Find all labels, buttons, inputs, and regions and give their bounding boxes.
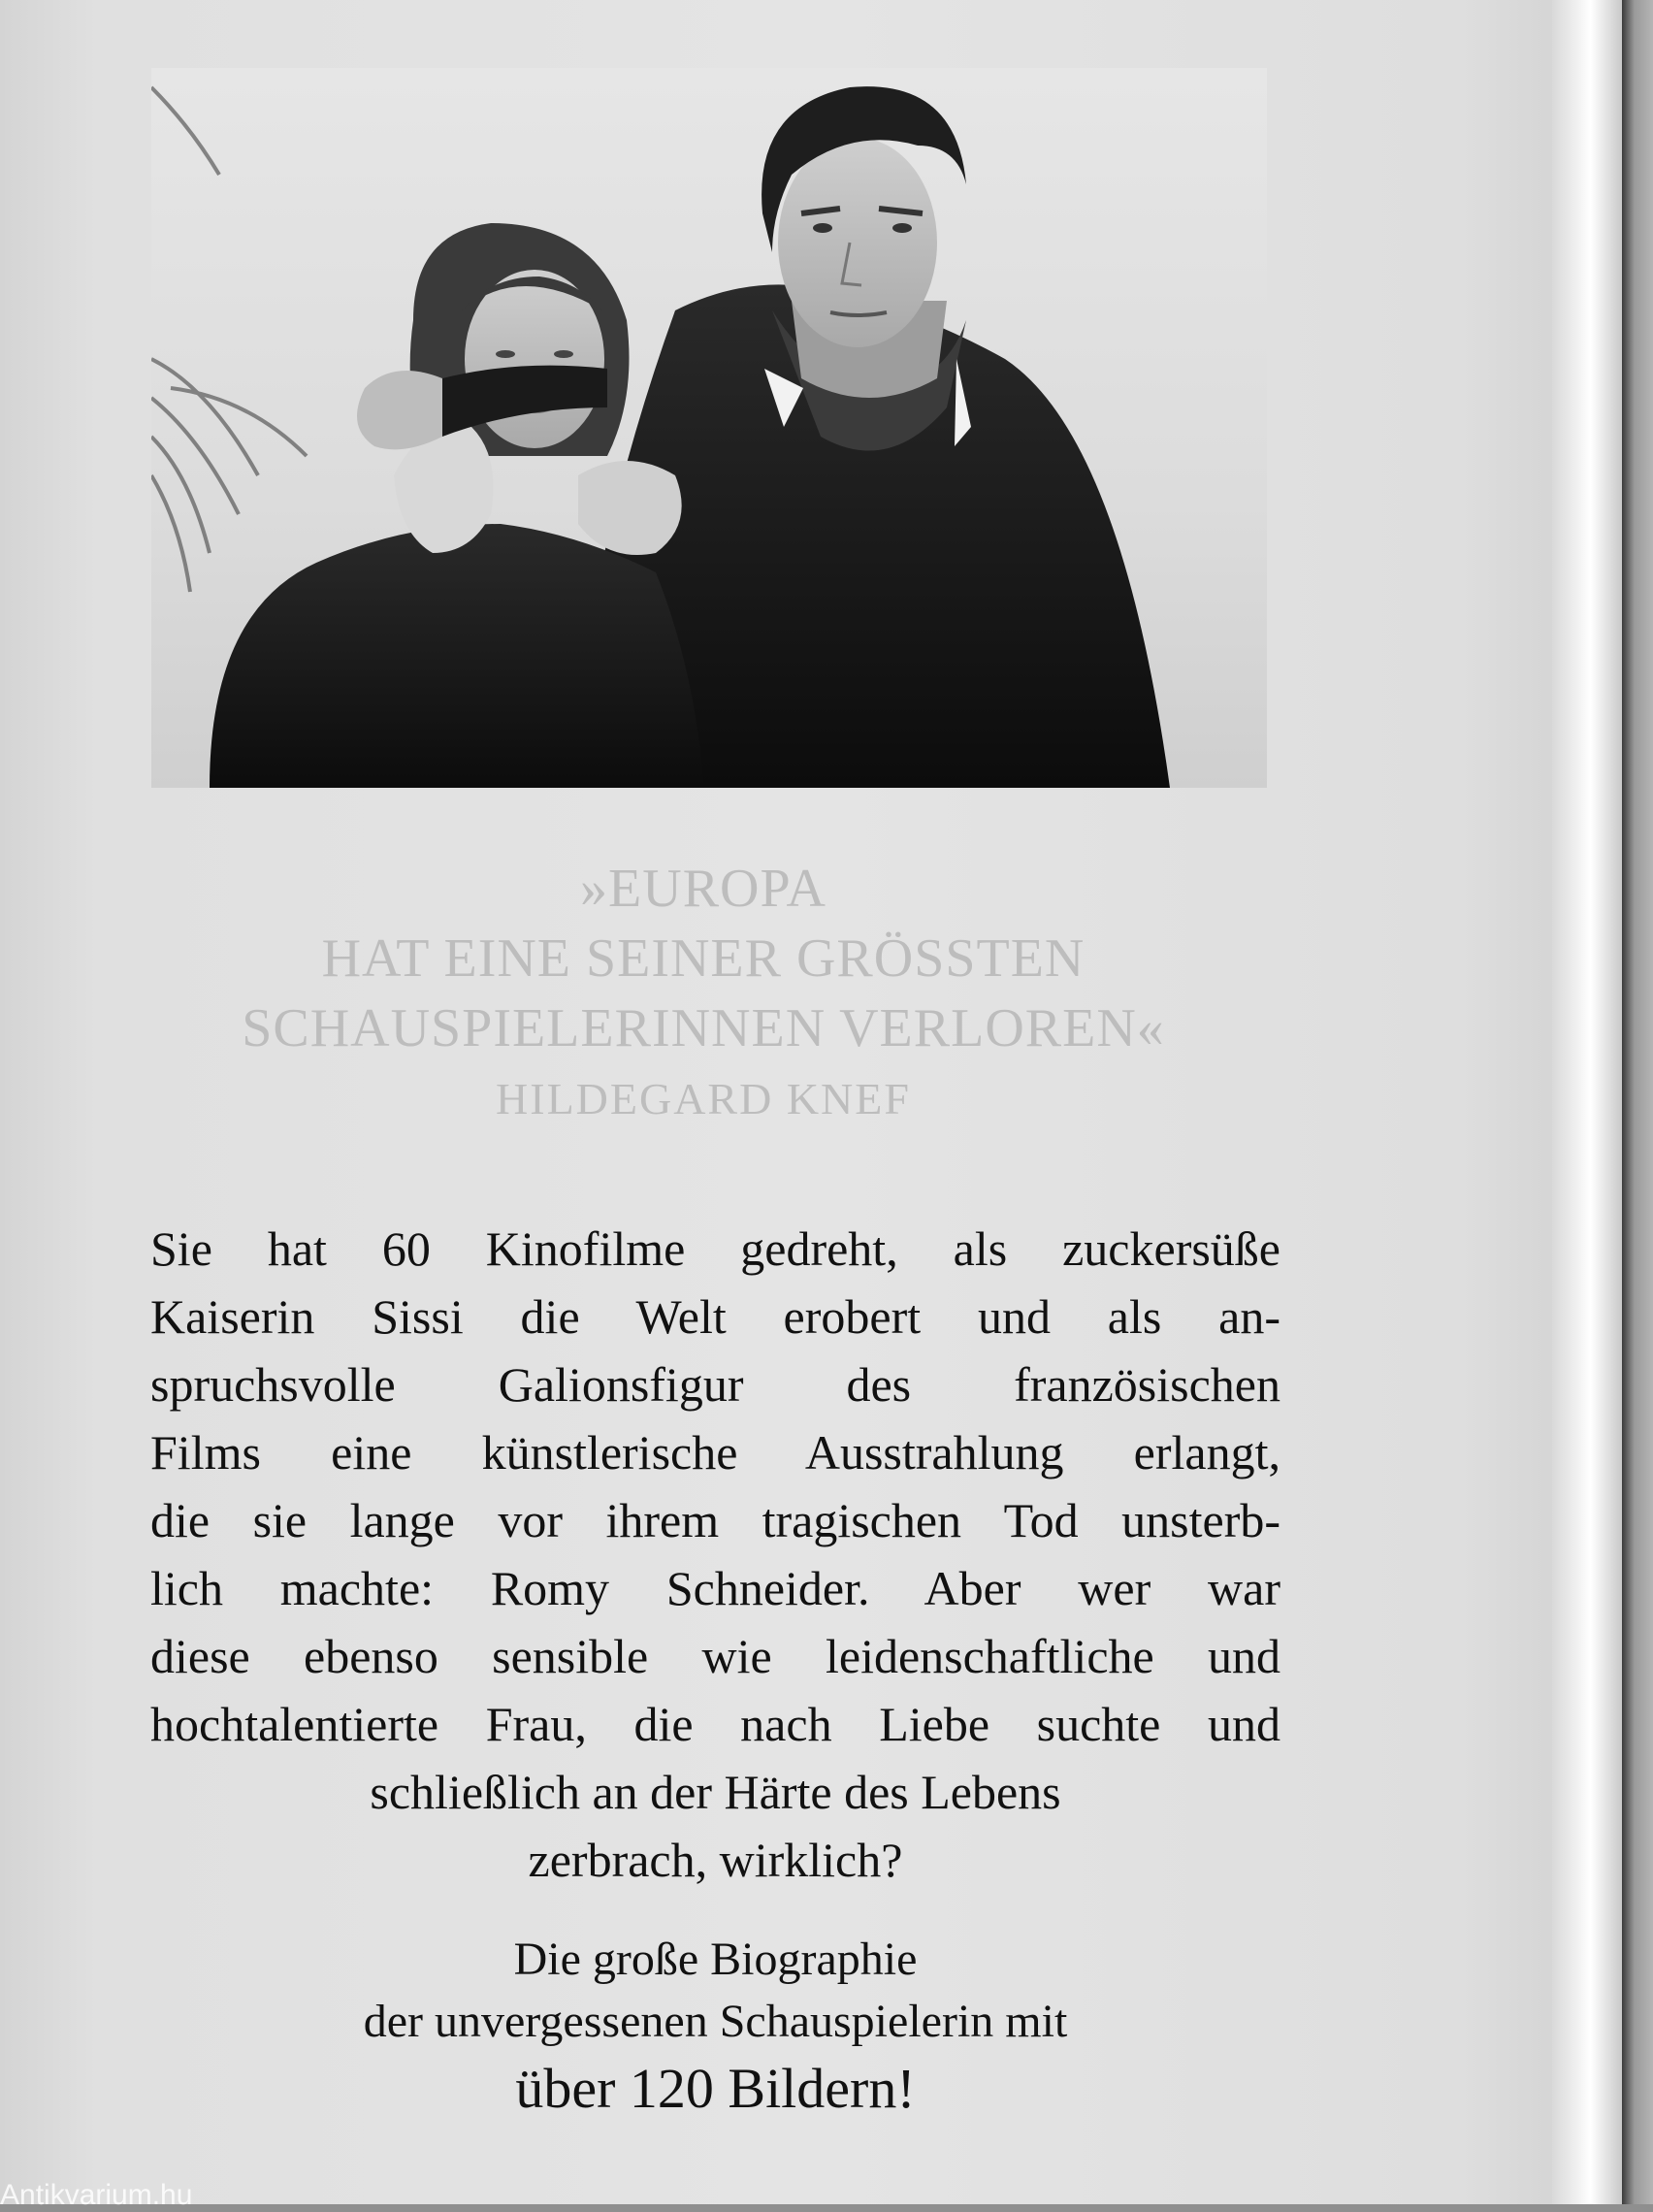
blurb-line: spruchsvolle Galionsfigur des französischen [150,1357,1280,1412]
blurb-line: zerbrach, wirklich? [528,1833,903,1887]
blurb-line: lich machte: Romy Schneider. Aber wer war [150,1561,1280,1615]
background-edge [1622,0,1653,2204]
quote-author: HILDEGARD KNEF [496,1074,911,1123]
blurb-line: Sie hat 60 Kinofilme gedreht, als zuckersüße [150,1221,1280,1276]
quote-line: HAT EINE SEINER GRÖSSTEN [321,928,1086,989]
blurb-line: hochtalentierte Frau, die nach Liebe suchte und [150,1697,1280,1751]
watermark: Antikvarium.hu [0,2179,193,2211]
tagline-line: der unvergessenen Schauspielerin mit [363,1996,1068,2047]
tagline-line: Die große Biographie [513,1934,918,1985]
blurb-paragraph [150,1215,1280,1894]
blurb-line: die sie lange vor ihrem tragischen Tod unsterb- [150,1493,1280,1547]
blurb-line: Films eine künstlerische Ausstrahlung erlangt, [150,1425,1280,1480]
quote-block [97,854,1310,1131]
quote-line: »EUROPA [580,859,826,919]
blurb-line: schließlich an der Härte des Lebens [370,1765,1061,1819]
blurb-line: diese ebenso sensible wie leidenschaftliche und [150,1629,1280,1683]
cover-edge [1552,0,1622,2204]
tagline-highlight: über 120 Bildern! [515,2057,916,2120]
blurb-line: Kaiserin Sissi die Welt erobert und als an- [150,1289,1280,1344]
quote-line: SCHAUSPIELERINNEN VERLOREN« [242,998,1165,1058]
cover-photo [151,68,1267,788]
tagline [150,1929,1280,2125]
